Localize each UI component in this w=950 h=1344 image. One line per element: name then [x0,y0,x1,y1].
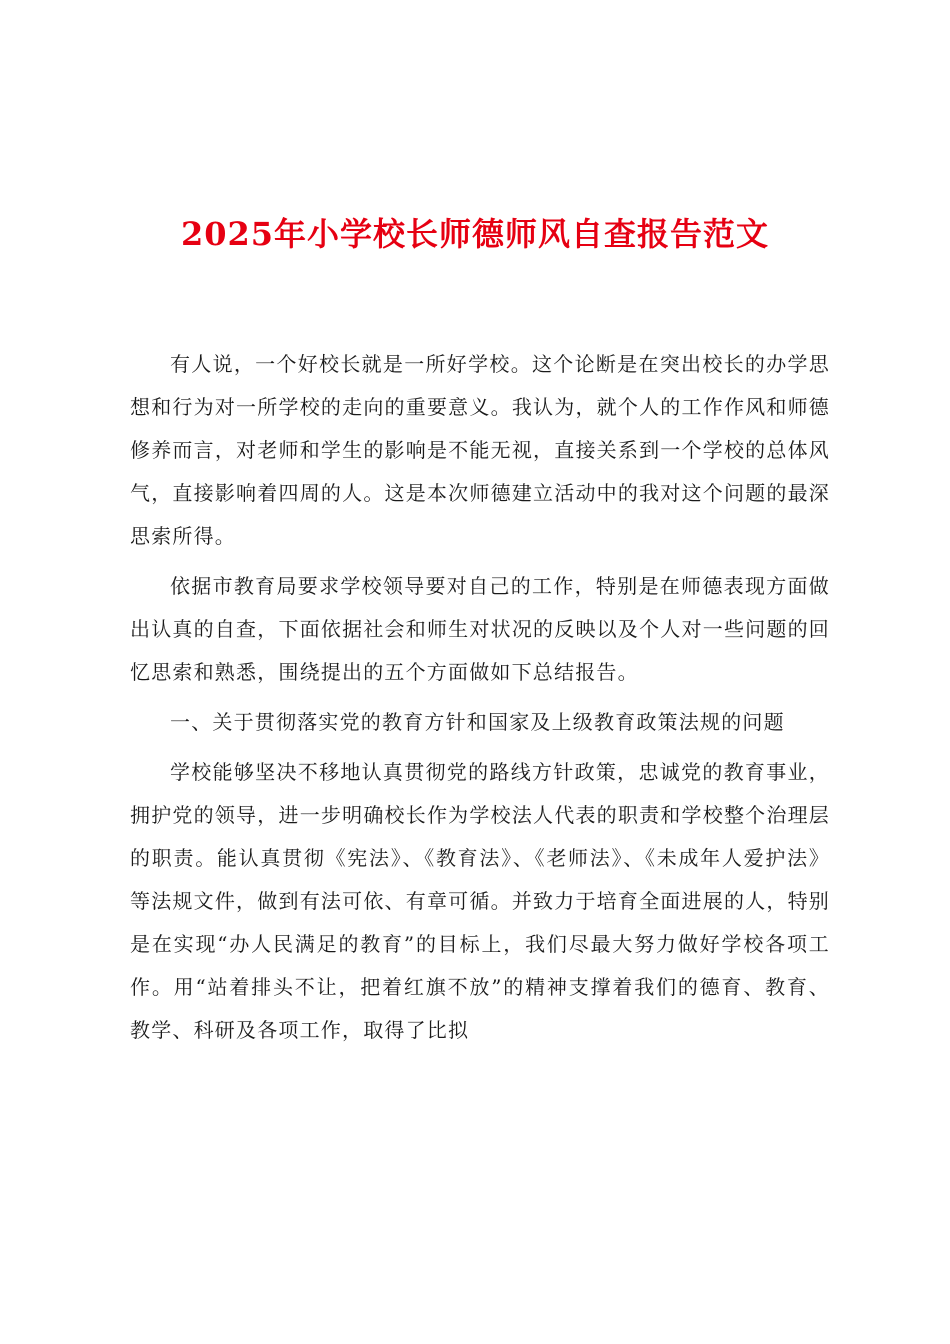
paragraph-section-1: 学校能够坚决不移地认真贯彻党的路线方针政策，忠诚党的教育事业，拥护党的领导，进一步明确校长作为学校法人代表的职责和学校整个治理层的职责。能认真贯彻《宪法》、《教育法》、《老师法》、《未成年人爱护法》等法规文件，做到有法可依、有章可循。并致力于培育全面进展的人，特别是在实现“办人民满足的教育”的目标上，我们尽最大努力做好学校各项工作。用“站着排头不让，把着红旗不放”的精神支撑着我们的德育、教育、教学、科研及各项工作，取得了比拟 [130,760,830,1042]
document-body [130,343,830,1059]
paragraph-intro: 有人说，一个好校长就是一所好学校。这个论断是在突出校长的办学思想和行为对一所学校的走向的重要意义。我认为，就个人的工作作风和师德修养而言，对老师和学生的影响是不能无视，直接关系到一个学校的总体风气，直接影响着四周的人。这是本次师德建立活动中的我对这个问题的最深思索所得。 [130,352,830,548]
section-heading-1: 一、关于贯彻落实党的教育方针和国家及上级教育政策法规的问题 [170,710,785,734]
paragraph-background: 依据市教育局要求学校领导要对自己的工作，特别是在师德表现方面做出认真的自查，下面依据社会和师生对状况的反映以及个人对一些问题的回忆思索和熟悉，围绕提出的五个方面做如下总结报告。 [130,574,830,684]
document-title: 2025年小学校长师德师风自查报告范文 [180,215,770,253]
